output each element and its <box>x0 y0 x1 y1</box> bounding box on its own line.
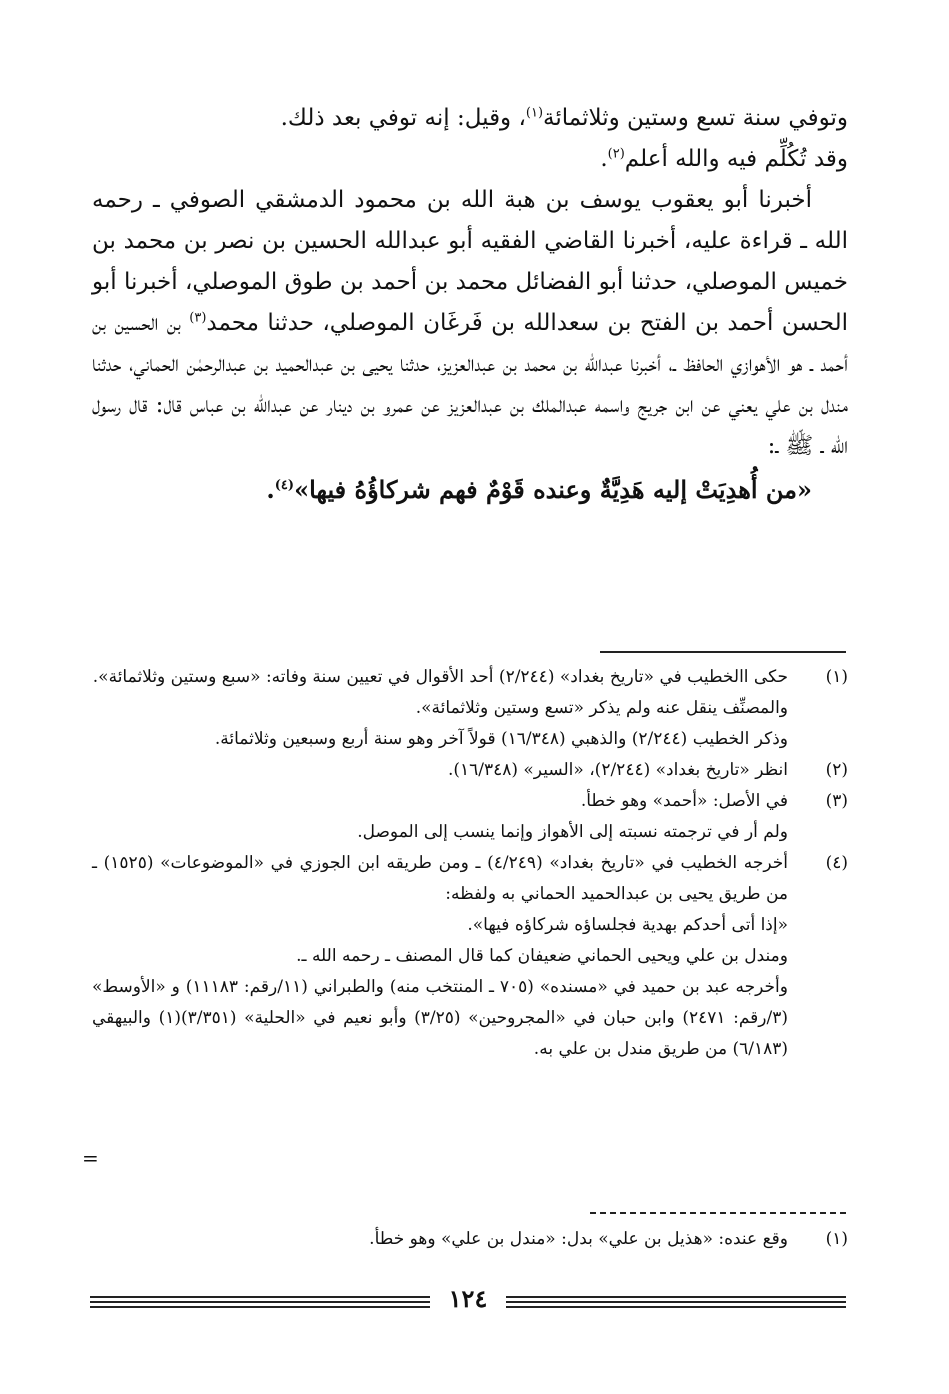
footnote-separator <box>600 651 846 653</box>
footnote-line: وأخرجه عبد بن حميد في «مسنده» (٧٠٥ ـ المنتخب منه) والطبراني (١١/رقم: ١١١٨٣) و «الأوسط» (٣/رقم: ٢٤٧١) وابن حبان في «المجروحين» (٣/٢٥) وأبو نعيم في «الحلية» (٣/٣٥١)(١) والبيهقي (٦/١٨٣) من طريق مندل بن علي به. <box>92 977 788 1059</box>
footnote-2 <box>92 755 848 786</box>
footnote-number: (٣) <box>825 791 848 811</box>
footnote-line: ولم أر في ترجمته نسبته إلى الأهواز وإنما ينسب إلى الموصل. <box>357 822 788 842</box>
text-segment: وتوفي سنة تسع وستين وثلاثمائة <box>543 105 848 131</box>
text-segment: ، وقيل: إنه توفي بعد ذلك. <box>280 105 526 131</box>
footnote-line: ومندل بن علي ويحيى الحماني ضعيفان كما قال المصنف ـ رحمه الله ـ. <box>296 946 788 966</box>
hadith-text <box>92 469 848 510</box>
text-segment: وقد تُكُلِّم فيه والله أعلم <box>624 146 848 172</box>
footnote-3 <box>92 786 848 848</box>
footnote-ref-2[interactable]: (٢) <box>607 146 625 162</box>
continuation-mark: = <box>82 1146 99 1170</box>
footnote-ref-4[interactable]: (٤) <box>274 478 295 493</box>
footnote-number: (٤) <box>825 853 848 873</box>
footnote-line: في الأصل: «أحمد» وهو خطأ. <box>580 791 788 811</box>
footer-rule-right <box>506 1296 846 1311</box>
page-footer <box>90 1286 846 1316</box>
text-segment: بن الحسين بن أحمد ـ هو الأهوازي الحافظ ـ، أخبرنا عبدالله بن محمد بن عبدالعزيز، حدثنا يحيى بن عبدالحميد بن عبدالرحمٰن الحماني، حدثنا مندل بن علي يعني عن ابن جريج واسمه عبدالملك بن عبدالعزيز عن عمرو بن دينار عن عبدالله بن عباس قال: قال رسول الله ـ ﷺ ـ: <box>92 310 848 459</box>
footnote-line: وقع عنده: «هذيل بن علي» بدل: «مندل بن علي» وهو خطأ. <box>369 1229 788 1249</box>
page-number: ١٢٤ <box>448 1284 488 1313</box>
footnote-number: (١) <box>825 667 848 687</box>
footnote-line: أخرجه الخطيب في «تاريخ بغداد» (٤/٢٤٩) ـ ومن طريقه ابن الجوزي في «الموضوعات» (١٥٢٥) ـ من طريق يحيى بن عبدالحميد الحماني به ولفظه: <box>92 853 789 904</box>
sub-footnote <box>92 1224 848 1255</box>
sub-footnote-separator <box>590 1212 846 1214</box>
footnote-4 <box>92 848 848 1065</box>
footnote-1 <box>92 662 848 755</box>
text-segment: . <box>266 475 275 504</box>
footnotes <box>92 662 848 1065</box>
footnote-line: «إذا أتى أحدكم بهدية فجلساؤه شركاؤه فيها». <box>467 915 788 935</box>
footnote-line: حكى االخطيب في «تاريخ بغداد» (٢/٢٤٤) أحد الأقوال في تعيين سنة وفاته: «سبع وستين وثلاثمائة». <box>92 667 788 687</box>
footnote-line: انظر «تاريخ بغداد» (٢/٢٤٤)، «السير» (١٦/٣٤٨). <box>447 760 788 780</box>
footnote-line: وذكر الخطيب (٢/٢٤٤) والذهبي (١٦/٣٤٨) قولاً آخر وهو سنة أربع وسبعين وثلاثمائة. <box>214 729 788 749</box>
main-text <box>92 98 848 510</box>
footnote-line: والمصنِّف ينقل عنه ولم يذكر «تسع وستين وثلاثمائة». <box>415 698 788 718</box>
hadith-quote: «من أُهدِيَتْ إليه هَدِيَّةٌ وعنده قَوْمٌ فهم شركاؤُهُ فيها» <box>294 475 812 504</box>
sub-footnote-1 <box>92 1224 848 1255</box>
footnote-ref-3[interactable]: (٣) <box>189 310 207 326</box>
footnote-number: (٢) <box>825 760 848 780</box>
paragraph-isnad <box>92 180 848 467</box>
paragraph-criticism <box>92 139 848 180</box>
footnote-number: (١) <box>825 1229 848 1249</box>
footer-rule-left <box>90 1296 430 1311</box>
footnote-ref-1[interactable]: (١) <box>525 105 544 121</box>
paragraph-death <box>92 98 848 139</box>
text-segment: أخبرنا أبو يعقوب يوسف بن هبة الله بن محمود الدمشقي الصوفي ـ رحمه الله ـ قراءة عليه، أخبرنا القاضي الفقيه أبو عبدالله الحسين بن نصر بن محمد بن خميس الموصلي، حدثنا أبو الفضائل محمد بن أحمد بن طوق الموصلي، أخبرنا أبو الحسن أحمد بن الفتح بن سعدالله بن فَرغَان الموصلي، حدثنا محمد <box>92 187 848 336</box>
text-segment: . <box>600 146 608 172</box>
